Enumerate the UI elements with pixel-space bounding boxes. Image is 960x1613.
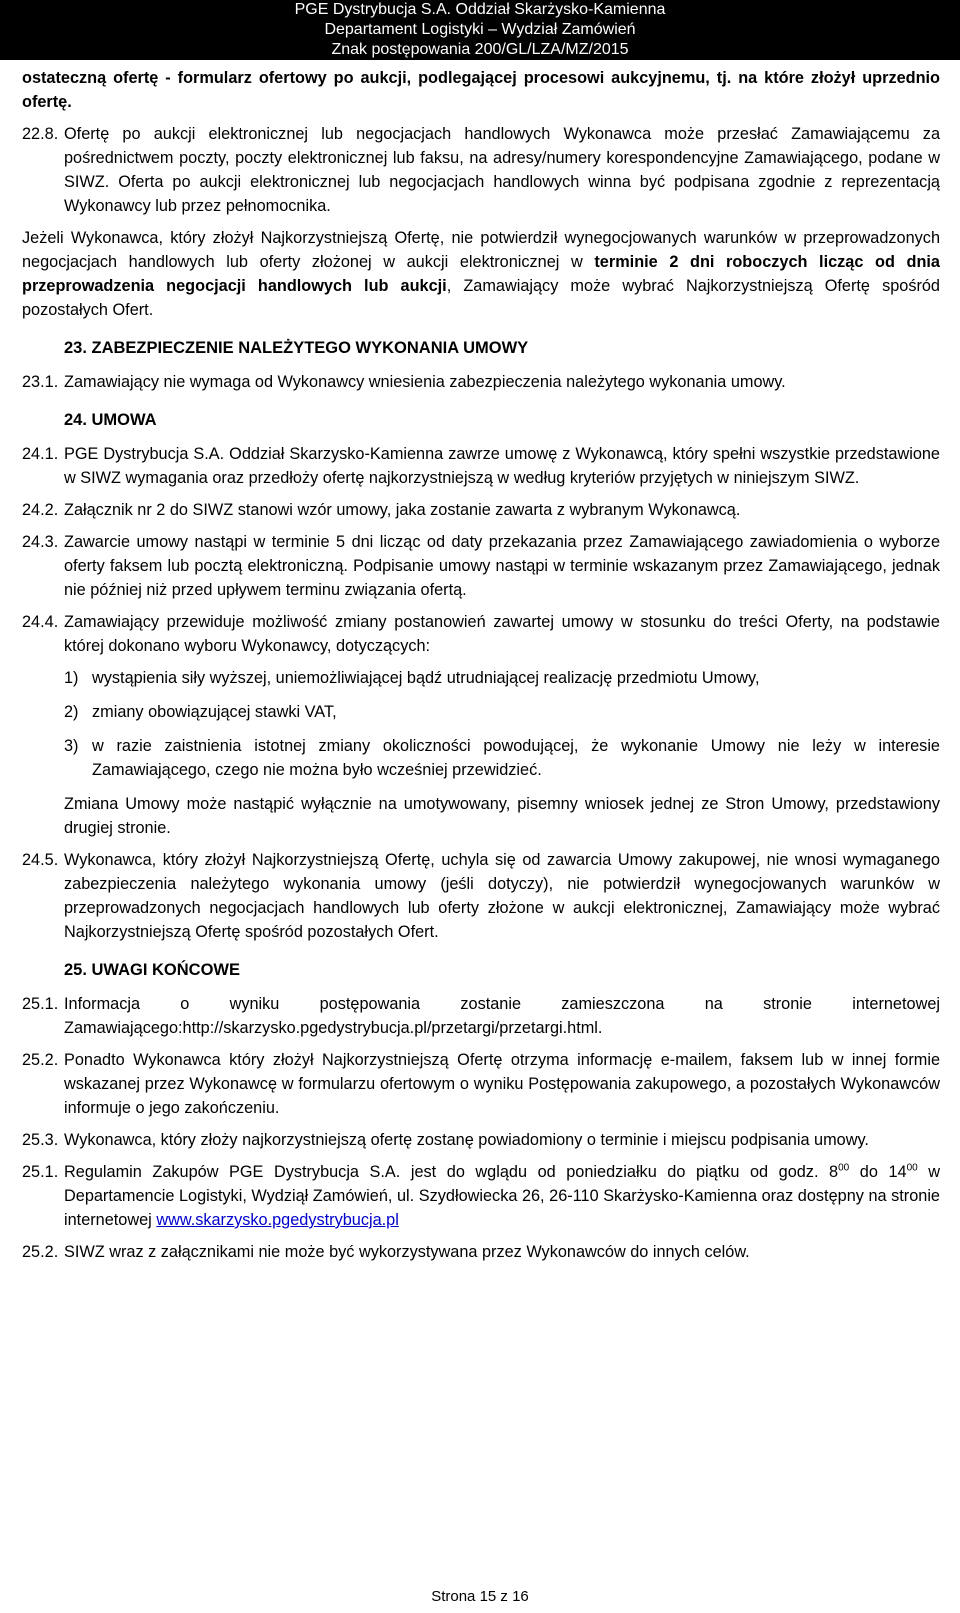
- clause-text: Zawarcie umowy nastąpi w terminie 5 dni licząc od daty przekazania przez Zamawiającego zawiadomienia o wyborze oferty faksem lub pocztą elektroniczną. Podpisanie umowy nastąpi w terminie wskazanym przez Zamawiającego, jednak nie później niż przed upływem terminu związania ofertą.: [64, 533, 940, 599]
- clause-24-4-after: Zmiana Umowy może nastąpić wyłącznie na umotywowany, pisemny wniosek jednej ze Stron Umowy, przedstawiony drugiej stronie.: [64, 795, 940, 837]
- clause-number: 25.2.: [22, 1243, 59, 1261]
- clause-25-1b: [22, 1160, 940, 1232]
- clause-25-2b: [22, 1240, 940, 1264]
- text-run: , Zamawiający może wybrać Najkorzystniejszą Ofertę spośród pozostałych Ofert.: [22, 277, 940, 319]
- section-heading-24: 24. UMOWA: [64, 411, 157, 429]
- clause-text: Załącznik nr 2 do SIWZ stanowi wzór umowy, jaka zostanie zawarta z wybranym Wykonawcą.: [64, 501, 741, 519]
- paragraph-jezeli: [22, 226, 940, 322]
- list-item: [64, 700, 940, 724]
- clause-25-2: [22, 1048, 940, 1120]
- clause-number: 22.8.: [22, 125, 59, 143]
- list-text: zmiany obowiązującej stawki VAT,: [92, 703, 337, 721]
- header-reference: Znak postępowania 200/GL/LZA/MZ/2015: [331, 41, 629, 58]
- clause-25-1: [22, 992, 940, 1040]
- clause-24-5: [22, 848, 940, 944]
- clause-number: 25.3.: [22, 1131, 59, 1149]
- text-run: Regulamin Zakupów PGE Dystrybucja S.A. jest do wglądu od poniedziałku do piątku od godz. 8: [64, 1163, 839, 1181]
- website-link[interactable]: www.skarzysko.pgedystrybucja.pl: [156, 1211, 399, 1229]
- list-item: [64, 666, 940, 690]
- clause-number: 24.2.: [22, 501, 59, 519]
- superscript: 00: [906, 1162, 918, 1174]
- text-run: w Departamencie Logistyki, Wydziął Zamówień, ul. Szydłowiecka 26, 26-110 Skarżysko-Kamienna oraz dostępny na stronie internetowej: [64, 1163, 941, 1229]
- bold-run: terminie 2 dni roboczych licząc od dnia przeprowadzenia negocjacji handlowych lub aukcji: [22, 253, 940, 295]
- superscript: 00: [838, 1162, 850, 1174]
- clause-text: Wykonawca, który złożył Najkorzystniejszą Ofertę, uchyla się od zawarcia Umowy zakupowej, nie wnosi wymaganego zabezpieczenia należytego wykonania umowy (jeśli dotyczy), nie potwierdził wynegocjowanych warunków w przeprowadzonych negocjacjach handlowych lub oferty złożone w aukcji elektronicznej, Zamawiający może wybrać Najkorzystniejszą Ofertę spośród pozostałych Ofert.: [64, 851, 940, 941]
- intro-paragraph: ostateczną ofertę - formularz ofertowy po aukcji, podlegającej procesowi aukcyjnemu, tj. na które złożył uprzednio ofertę.: [22, 69, 940, 111]
- list-number: 3): [64, 737, 79, 755]
- text-run: do 14: [849, 1163, 907, 1181]
- clause-22-8: [22, 122, 940, 218]
- clause-23-1: [22, 370, 940, 394]
- clause-number: 24.1.: [22, 445, 59, 463]
- clause-text: Ofertę po aukcji elektronicznej lub negocjacjach handlowych Wykonawca może przesłać Zamawiającemu za pośrednictwem poczty, poczty elektronicznej lub faksu, na adresy/numery korespondencyjne Zamawiającego, podane w SIWZ. Oferta po aukcji elektronicznej lub negocjacjach handlowych winna być podpisana zgodnie z reprezentacją Wykonawcy lub przez pełnomocnika.: [64, 125, 940, 215]
- clause-text: Wykonawca, który złoży najkorzystniejszą ofertę zostanę powiadomiony o terminie i miejscu podpisania umowy.: [64, 1131, 869, 1149]
- text-run: Jeżeli Wykonawca, który złożył Najkorzystniejszą Ofertę, nie potwierdził wynegocjowanych warunków w przeprowadzonych negocjacjach handlowych lub oferty złożonej w aukcji elektronicznej w: [22, 229, 940, 271]
- clause-24-1: [22, 442, 940, 490]
- clause-number: 24.4.: [22, 613, 59, 631]
- clause-number: 25.1.: [22, 1163, 59, 1181]
- page-number: Strona 15 z 16: [431, 1588, 529, 1605]
- page-header: [0, 0, 960, 60]
- clause-text: Zamawiający nie wymaga od Wykonawcy wniesienia zabezpieczenia należytego wykonania umowy.: [64, 373, 786, 391]
- list-text: wystąpienia siły wyższej, uniemożliwiającej bądź utrudniającej realizację przedmiotu Umowy,: [92, 669, 760, 687]
- clause-number: 24.5.: [22, 851, 59, 869]
- clause-number: 25.1.: [22, 995, 59, 1013]
- clause-25-3: [22, 1128, 940, 1152]
- clause-number: 25.2.: [22, 1051, 59, 1069]
- list-number: 2): [64, 703, 79, 721]
- clause-text: PGE Dystrybucja S.A. Oddział Skarzysko-Kamienna zawrze umowę z Wykonawcą, który spełni wszystkie przedstawione w SIWZ wymagania oraz przedłoży ofertę najkorzystniejszą w według kryteriów przyjętych w niniejszym SIWZ.: [64, 445, 940, 487]
- clause-text: [64, 1160, 940, 1232]
- clause-text: Zamawiający przewiduje możliwość zmiany postanowień zawartej umowy w stosunku do treści Oferty, na podstawie której dokonano wyboru Wykonawcy, dotyczących:: [64, 613, 940, 655]
- header-company: PGE Dystrybucja S.A. Oddział Skarżysko-Kamienna: [294, 1, 666, 18]
- clause-24-4: [22, 610, 940, 658]
- clause-24-3: [22, 530, 940, 602]
- list-number: 1): [64, 669, 79, 687]
- clause-text: Ponadto Wykonawca który złożył Najkorzystniejszą Ofertę otrzyma informację e-mailem, faksem lub w innej formie wskazanej przez Wykonawcę w formularzu ofertowym o wyniku Postępowania zakupowego, a pozostałych Wykonawców informuje o jego zakończeniu.: [64, 1051, 940, 1117]
- document-body: [22, 66, 940, 1272]
- clause-text: Informacja o wyniku postępowania zostanie zamieszczona na stronie internetowej Zamawiającego:http://skarzysko.pgedystrybucja.pl/przetargi/przetargi.html.: [64, 995, 940, 1037]
- list-text: w razie zaistnienia istotnej zmiany okoliczności powodującej, że wykonanie Umowy nie leży w interesie Zamawiającego, czego nie można było wcześniej przewidzieć.: [92, 737, 940, 779]
- clause-24-2: [22, 498, 940, 522]
- clause-number: 23.1.: [22, 373, 59, 391]
- clause-number: 24.3.: [22, 533, 59, 551]
- header-department: Departament Logistyki – Wydział Zamówień: [324, 21, 636, 38]
- clause-text: SIWZ wraz z załącznikami nie może być wykorzystywana przez Wykonawców do innych celów.: [64, 1243, 750, 1261]
- section-heading-25: 25. UWAGI KOŃCOWE: [64, 961, 241, 979]
- list-item: [64, 734, 940, 782]
- section-heading-23: 23. ZABEZPIECZENIE NALEŻYTEGO WYKONANIA UMOWY: [64, 339, 529, 357]
